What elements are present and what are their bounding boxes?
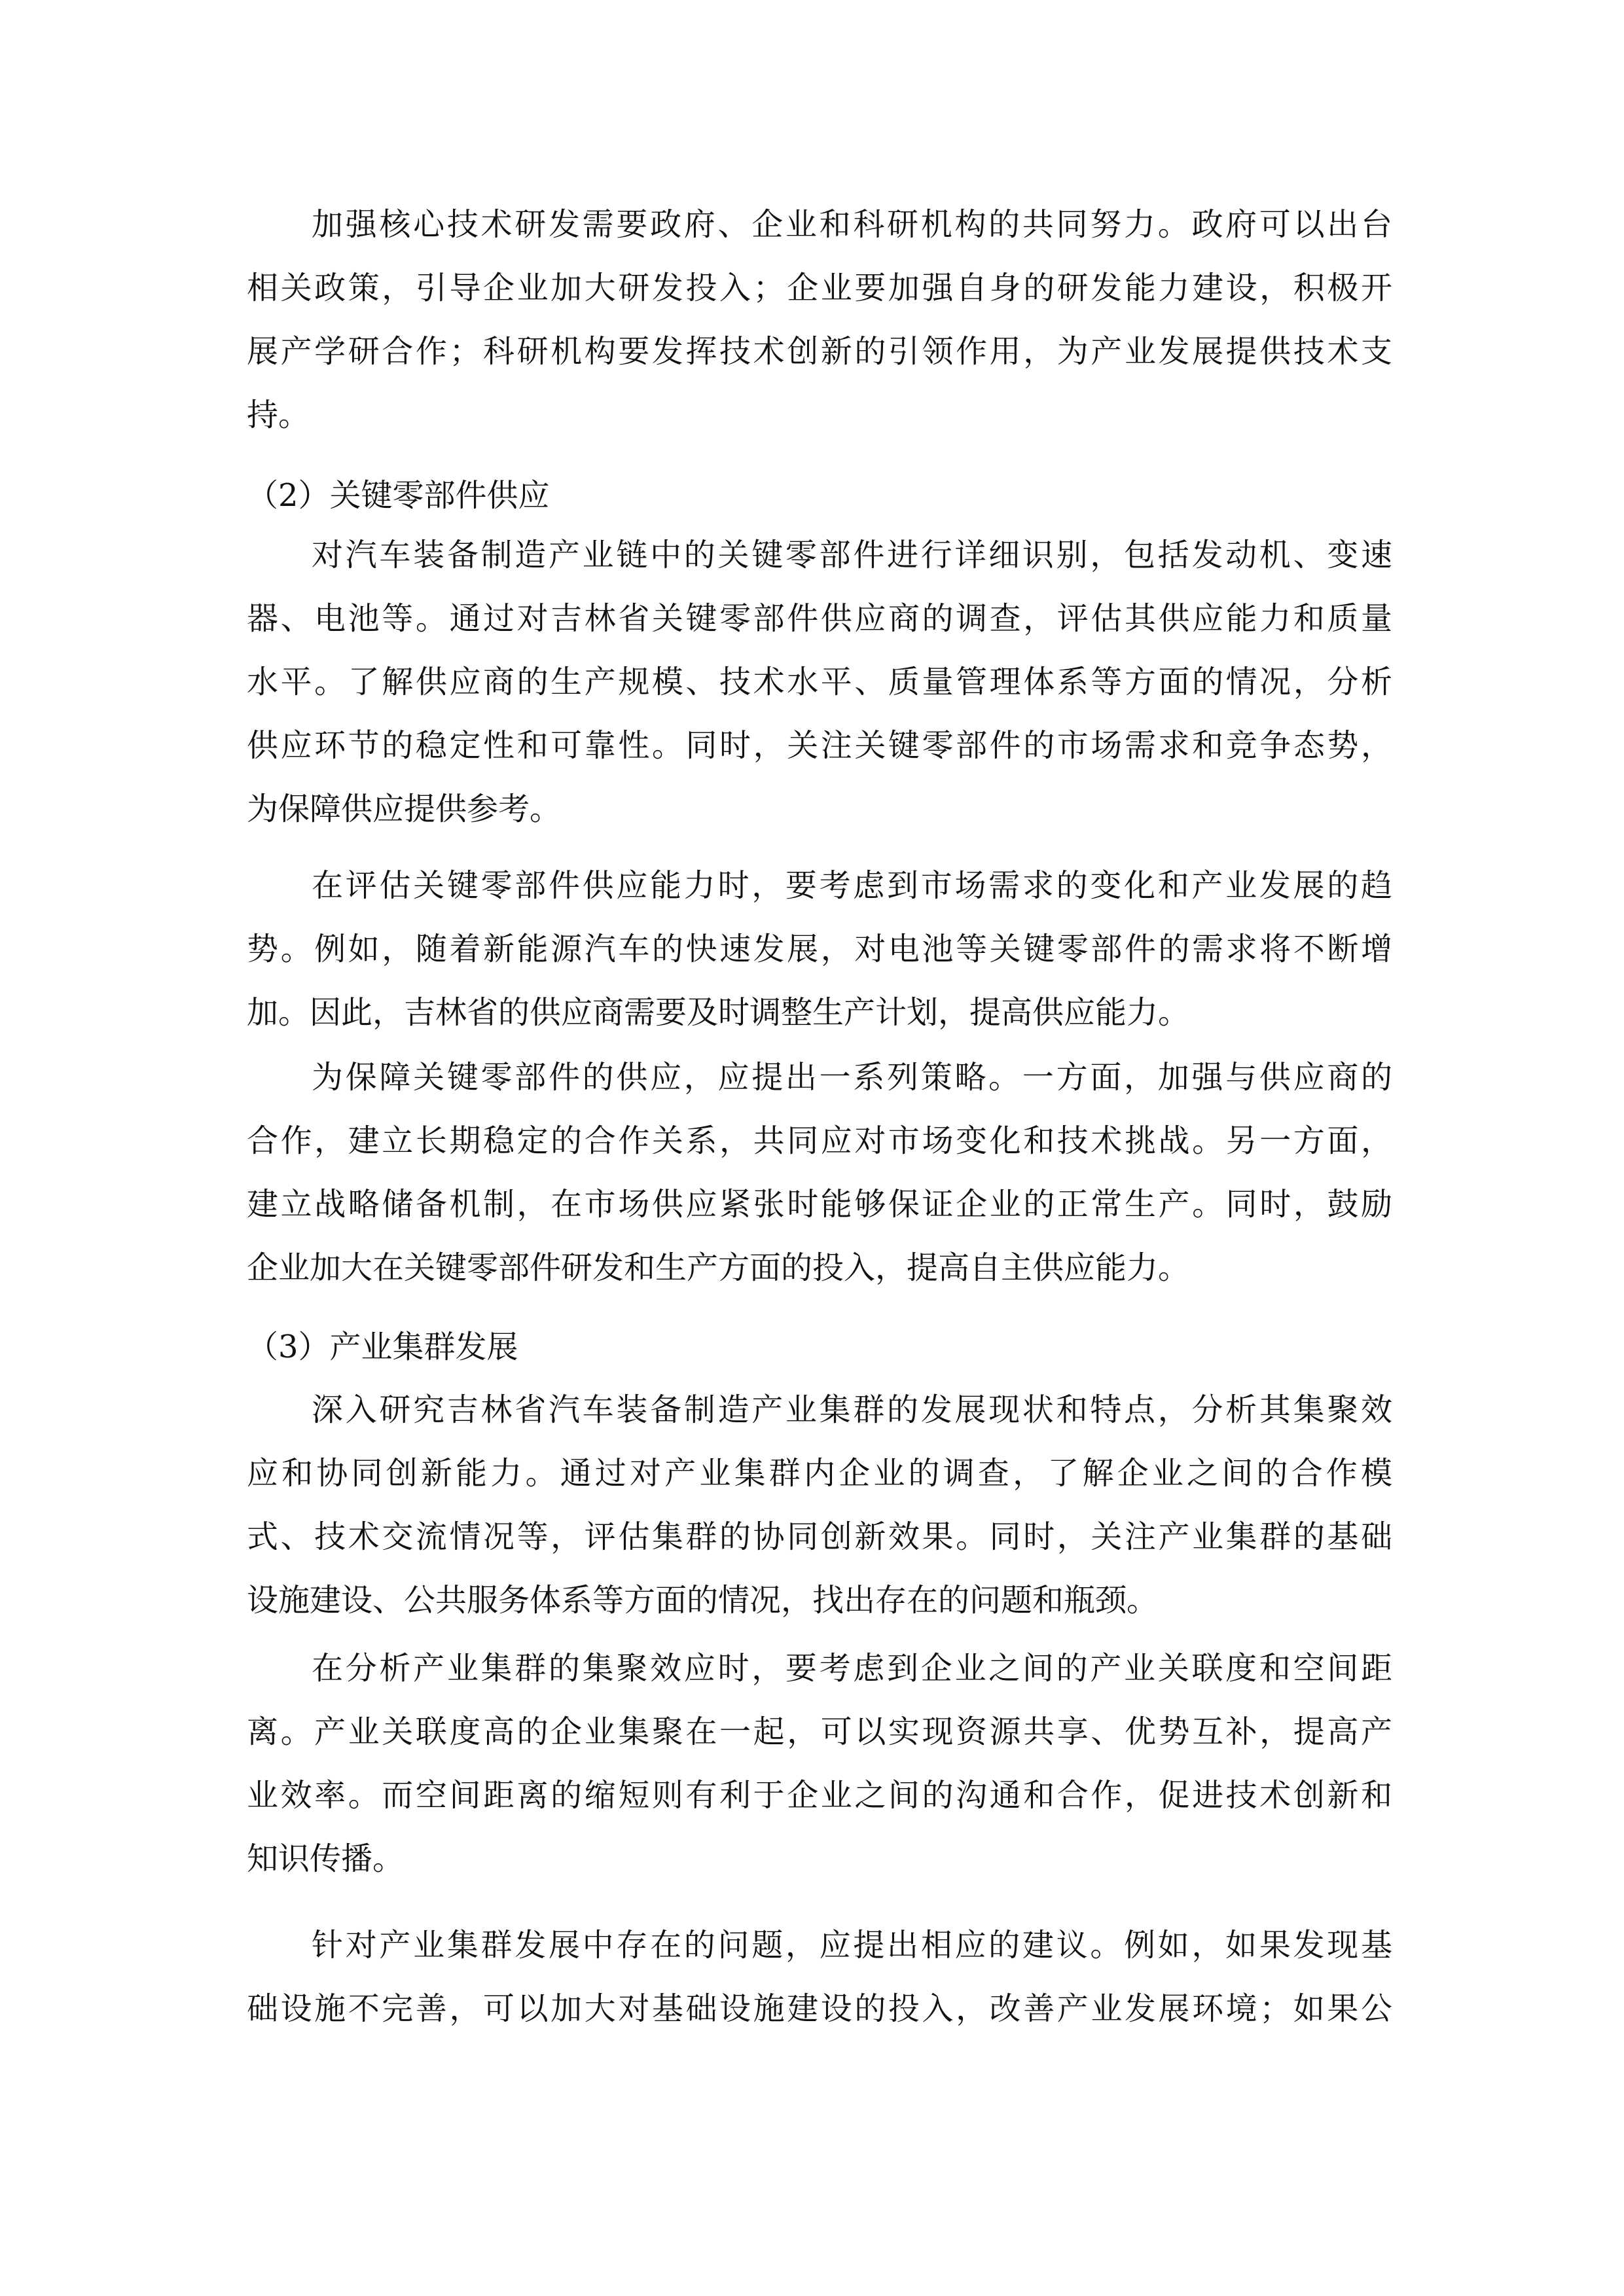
text-line: 知识传播。	[247, 1840, 405, 1877]
text-line: 持。	[247, 397, 310, 433]
text-line: 深入研究吉林省汽车装备制造产业集群的发展现状和特点，分析其集聚效	[312, 1391, 1392, 1428]
text-line: 加。因此，吉林省的供应商需要及时调整生产计划，提高供应能力。	[247, 994, 1190, 1031]
text-line: 应和协同创新能力。通过对产业集群内企业的调查，了解企业之间的合作模	[247, 1455, 1392, 1492]
text-line: 供应环节的稳定性和可靠性。同时，关注关键零部件的市场需求和竞争态势，	[247, 727, 1392, 764]
paragraph	[247, 1914, 1392, 2041]
text-line: 为保障供应提供参考。	[247, 791, 562, 827]
text-line: 企业加大在关键零部件研发和生产方面的投入，提高自主供应能力。	[247, 1249, 1190, 1286]
text-line: 为保障关键零部件的供应，应提出一系列策略。一方面，加强与供应商的	[312, 1059, 1392, 1096]
paragraph	[247, 1046, 1392, 1300]
text-line: 式、技术交流情况等，评估集群的协同创新效果。同时，关注产业集群的基础	[247, 1518, 1392, 1555]
text-line: 展产学研合作；科研机构要发挥技术创新的引领作用，为产业发展提供技术支	[247, 333, 1392, 370]
text-line: 离。产业关联度高的企业集聚在一起，可以实现资源共享、优势互补，提高产	[247, 1713, 1392, 1750]
paragraph	[247, 1637, 1392, 1891]
section-heading: （2）关键零部件供应	[247, 477, 550, 514]
text-line: 相关政策，引导企业加大研发投入；企业要加强自身的研发能力建设，积极开	[247, 270, 1392, 306]
text-line: 针对产业集群发展中存在的问题，应提出相应的建议。例如，如果发现基	[312, 1927, 1392, 1964]
text-line: 器、电池等。通过对吉林省关键零部件供应商的调查，评估其供应能力和质量	[247, 600, 1392, 637]
section-heading: （3）产业集群发展	[247, 1329, 518, 1365]
text-line: 建立战略储备机制，在市场供应紧张时能够保证企业的正常生产。同时，鼓励	[247, 1186, 1392, 1223]
text-line: 势。例如，随着新能源汽车的快速发展，对电池等关键零部件的需求将不断增	[247, 931, 1392, 967]
paragraph	[247, 524, 1392, 841]
paragraph	[247, 854, 1392, 1045]
text-line: 加强核心技术研发需要政府、企业和科研机构的共同努力。政府可以出台	[312, 206, 1392, 243]
text-line: 础设施不完善，可以加大对基础设施建设的投入，改善产业发展环境；如果公	[247, 1990, 1392, 2027]
text-line: 业效率。而空间距离的缩短则有利于企业之间的沟通和合作，促进技术创新和	[247, 1777, 1392, 1814]
text-line: 对汽车装备制造产业链中的关键零部件进行详细识别，包括发动机、变速	[312, 537, 1392, 573]
text-line: 在评估关键零部件供应能力时，要考虑到市场需求的变化和产业发展的趋	[312, 867, 1392, 904]
text-line: 合作，建立长期稳定的合作关系，共同应对市场变化和技术挑战。另一方面，	[247, 1122, 1392, 1159]
paragraph	[247, 1378, 1392, 1632]
paragraph	[247, 193, 1392, 447]
text-line: 水平。了解供应商的生产规模、技术水平、质量管理体系等方面的情况，分析	[247, 664, 1392, 700]
text-line: 在分析产业集群的集聚效应时，要考虑到企业之间的产业关联度和空间距	[312, 1650, 1392, 1687]
text-line: 设施建设、公共服务体系等方面的情况，找出存在的问题和瓶颈。	[247, 1582, 1159, 1619]
